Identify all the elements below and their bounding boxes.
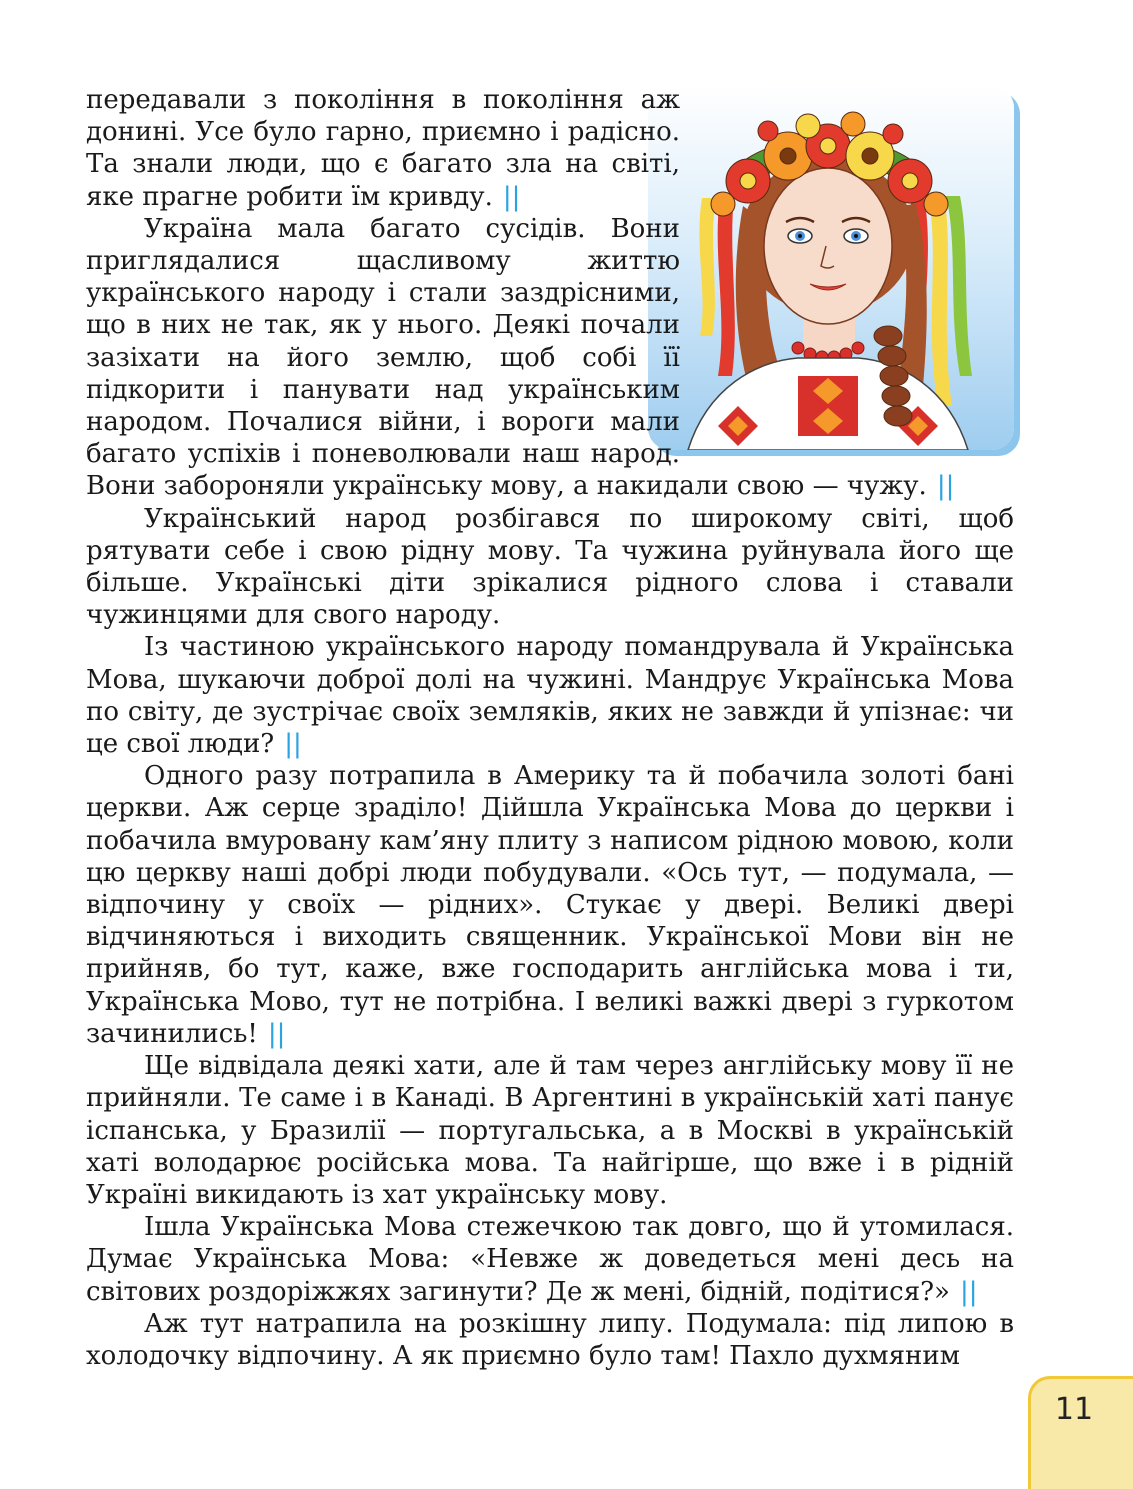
- page-number: 11: [1054, 1392, 1094, 1427]
- story-text: [86, 84, 1014, 1372]
- reading-pause-mark: ||: [502, 181, 521, 212]
- illustration-spacer: [714, 84, 1014, 464]
- paragraph-7: [86, 1211, 1014, 1308]
- paragraph-3-text: Український народ розбігався по широкому світі, щоб рятувати себе і свою рідну мову. Та чужина руйнувала його ще більше. Українські діти зрікалися рідного слова і ставали чужинцями для свого народу.: [86, 503, 1014, 631]
- paragraph-8: [86, 1308, 1014, 1372]
- paragraph-4-text: Із частиною українського народу помандрувала й Українська Мова, шукаючи доброї долі на чужині. Мандрує Українська Мова по світу, де зустрічає своїх земляків, яких не завжди й упізнає: чи це свої люди?: [86, 632, 1014, 760]
- reading-pause-mark: ||: [267, 1018, 286, 1049]
- paragraph-2-text: Україна мала багато сусідів. Вони приглядалися щасливому життю українського народу і стали заздрісними, що в них не так, як у нього. Деякі почали зазіхати на його землю, щоб собі її підкорити і панувати над українським народом. Почалися війни, і вороги мали багато успіхів і поневолювали наш народ. Вони забороняли українську мову, а накидали свою — чужу.: [86, 213, 927, 502]
- paragraph-4: [86, 631, 1014, 760]
- paragraph-6: [86, 1050, 1014, 1211]
- paragraph-1-text: передавали з покоління в покоління аж донині. Усе було гарно, приємно і радісно. Та знали люди, що є багато зла на світі, яке прагне робити їм кривду.: [86, 85, 680, 212]
- paragraph-7-text: Ішла Українська Мова стежечкою так довго, що й утомилася. Думає Українська Мова: «Невже ж доведеться мені десь на світових роздоріжжях загинути? Де ж мені, бідній, подітися?»: [86, 1212, 1014, 1307]
- paragraph-3: [86, 503, 1014, 632]
- paragraph-6-text: Ще відвідала деякі хати, але й там через англійську мову її не прийняли. Те саме і в Канаді. В Аргентині в українській хаті панує іспанська, у Бразилії — португальська, а в Москві в українській хаті володарює російська мова. Та найгірше, що вже і в рідній Україні викидають із хат українську мову.: [86, 1051, 1014, 1210]
- paragraph-5-text: Одного разу потрапила в Америку та й побачила золоті бані церкви. Аж серце зраділо! Дійшла Українська Мова до церкви і побачила вмуровану кам’яну плиту з написом рідною мовою, коли цю церкву наші добрі люди побудували. «Ось тут, — подумала, — відпочину у своїх — рідних». Стукає у двері. Великі двері відчиняються і виходить священник. Української Мови він не прийняв, бо тут, каже, вже господарить англійська мова і ти, Українська Мово, тут не потрібна. І великі важкі двері з гуркотом зачинились!: [86, 761, 1014, 1049]
- paragraph-8-text: Аж тут натрапила на розкішну липу. Подумала: під липою в холодочку відпочину. А як приємно було там! Пахло духмяним: [86, 1308, 1014, 1371]
- reading-pause-mark: ||: [284, 729, 302, 760]
- reading-pause-mark: ||: [936, 471, 955, 502]
- paragraph-5: [86, 760, 1014, 1050]
- reading-pause-mark: ||: [959, 1276, 978, 1307]
